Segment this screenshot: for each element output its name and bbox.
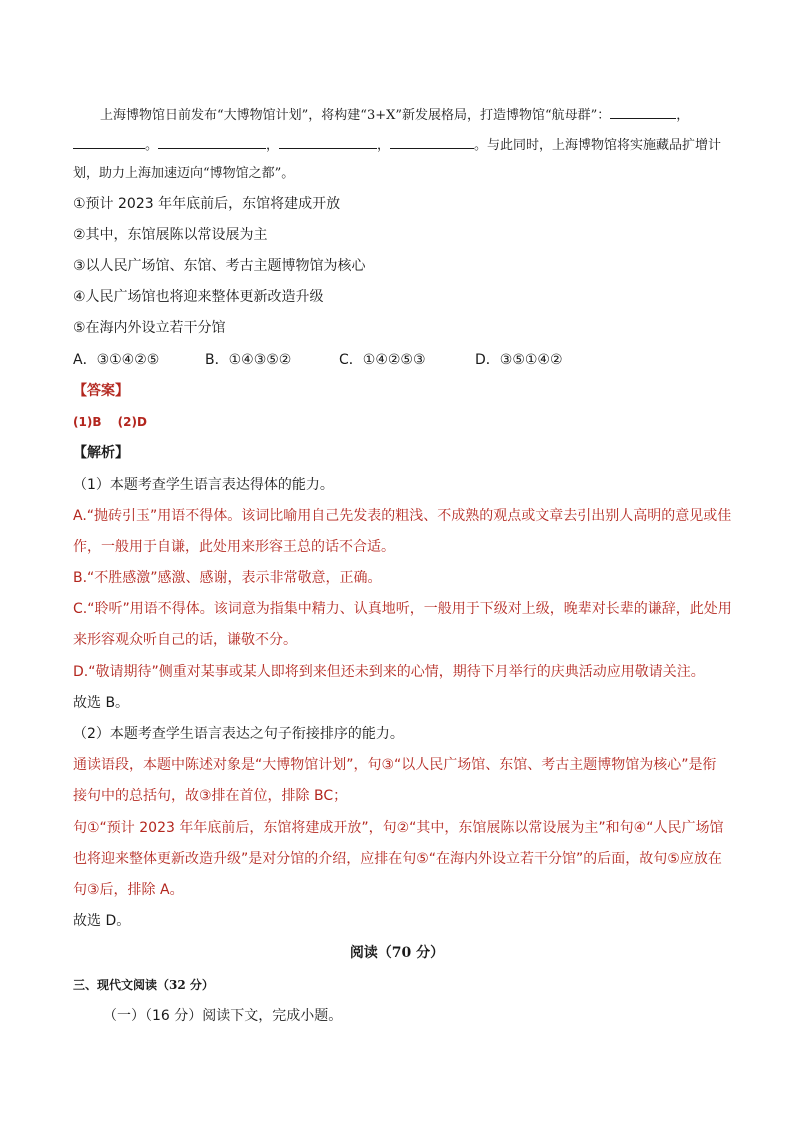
item-4: ④人民广场馆也将迎来整体更新改造升级 [73,289,324,305]
blank-5 [390,134,474,149]
blank-4 [279,134,377,149]
answer-text: (1)B (2)D [73,415,147,429]
option-b: B．①④③⑤② [205,352,292,368]
section-sub: （一）（16 分）阅读下文，完成小题。 [103,1008,343,1024]
analysis-line: 句③后，排除 A。 [73,882,184,898]
answer-heading: 【答案】 [73,383,129,399]
option-a: A．③①④②⑤ [73,352,160,368]
passage-text: 上海博物馆日前发布“大博物馆计划”，将构建“3+X”新发展格局，打造博物馆“航母群”： [100,108,611,123]
analysis-line: 作，一般用于自谦，此处用来形容王总的话不合适。 [73,539,395,555]
analysis-line: C.“聆听”用语不得体。该词意为指集中精力、认真地听，一般用于下级对上级，晚辈对长辈的谦辞，此处用 [73,601,732,617]
analysis-line: 故选 B。 [73,695,130,711]
option-c: C．①④②⑤③ [339,352,426,368]
analysis-line: 故选 D。 [73,913,131,929]
punct: ， [377,138,391,153]
punct: 。 [145,138,159,153]
passage-line-1 [100,104,689,126]
passage-text: 。与此同时，上海博物馆将实施藏品扩增计 [474,138,722,153]
item-1: ①预计 2023 年年底前后，东馆将建成开放 [73,196,341,212]
analysis-heading: 【解析】 [73,445,129,461]
analysis-line: A.“抛砖引玉”用语不得体。该词比喻用自己先发表的粗浅、不成熟的观点或文章去引出别人高明的意见或佳 [73,508,732,524]
item-2: ②其中，东馆展陈以常设展为主 [73,227,268,243]
analysis-line: D.“敬请期待”侧重对某事或某人即将到来但还未到来的心情，期待下月举行的庆典活动应用敬请关注。 [73,664,705,680]
analysis-line: （1）本题考查学生语言表达得体的能力。 [73,477,334,493]
analysis-line: 来形容观众听自己的话，谦敬不分。 [73,632,297,648]
options-row [73,350,563,370]
analysis-line: B.“不胜感激”感激、感谢，表示非常敬意，正确。 [73,570,382,586]
blank-2 [73,134,145,149]
passage-line-2 [73,134,721,156]
item-3: ③以人民广场馆、东馆、考古主题博物馆为核心 [73,258,366,274]
analysis-line: 句①“预计 2023 年年底前后，东馆将建成开放”，句②“其中，东馆展陈以常设展为主”和句④“人民广场馆 [73,820,724,836]
analysis-line: （2）本题考查学生语言表达之句子衔接排序的能力。 [73,726,404,742]
analysis-line: 也将迎来整体更新改造升级”是对分馆的介绍，应排在句⑤“在海内外设立若干分馆”的后面，故句⑤应放在 [73,851,722,867]
analysis-line: 接句中的总括句，故③排在首位，排除 BC； [73,788,348,804]
blank-3 [158,134,266,149]
passage-line-3: 划，助力上海加速迈向“博物馆之都”。 [73,166,295,181]
section-part: 三、现代文阅读（32 分） [73,978,214,992]
blank-1 [610,104,676,119]
item-5: ⑤在海内外设立若干分馆 [73,320,226,336]
section-title: 阅读（70 分） [349,945,445,961]
punct: ， [676,108,690,123]
punct: ， [266,138,280,153]
option-d: D．③⑤①④② [475,352,563,368]
analysis-line: 通读语段，本题中陈述对象是“大博物馆计划”，句③“以人民广场馆、东馆、考古主题博物馆为核心”是衔 [73,757,717,773]
